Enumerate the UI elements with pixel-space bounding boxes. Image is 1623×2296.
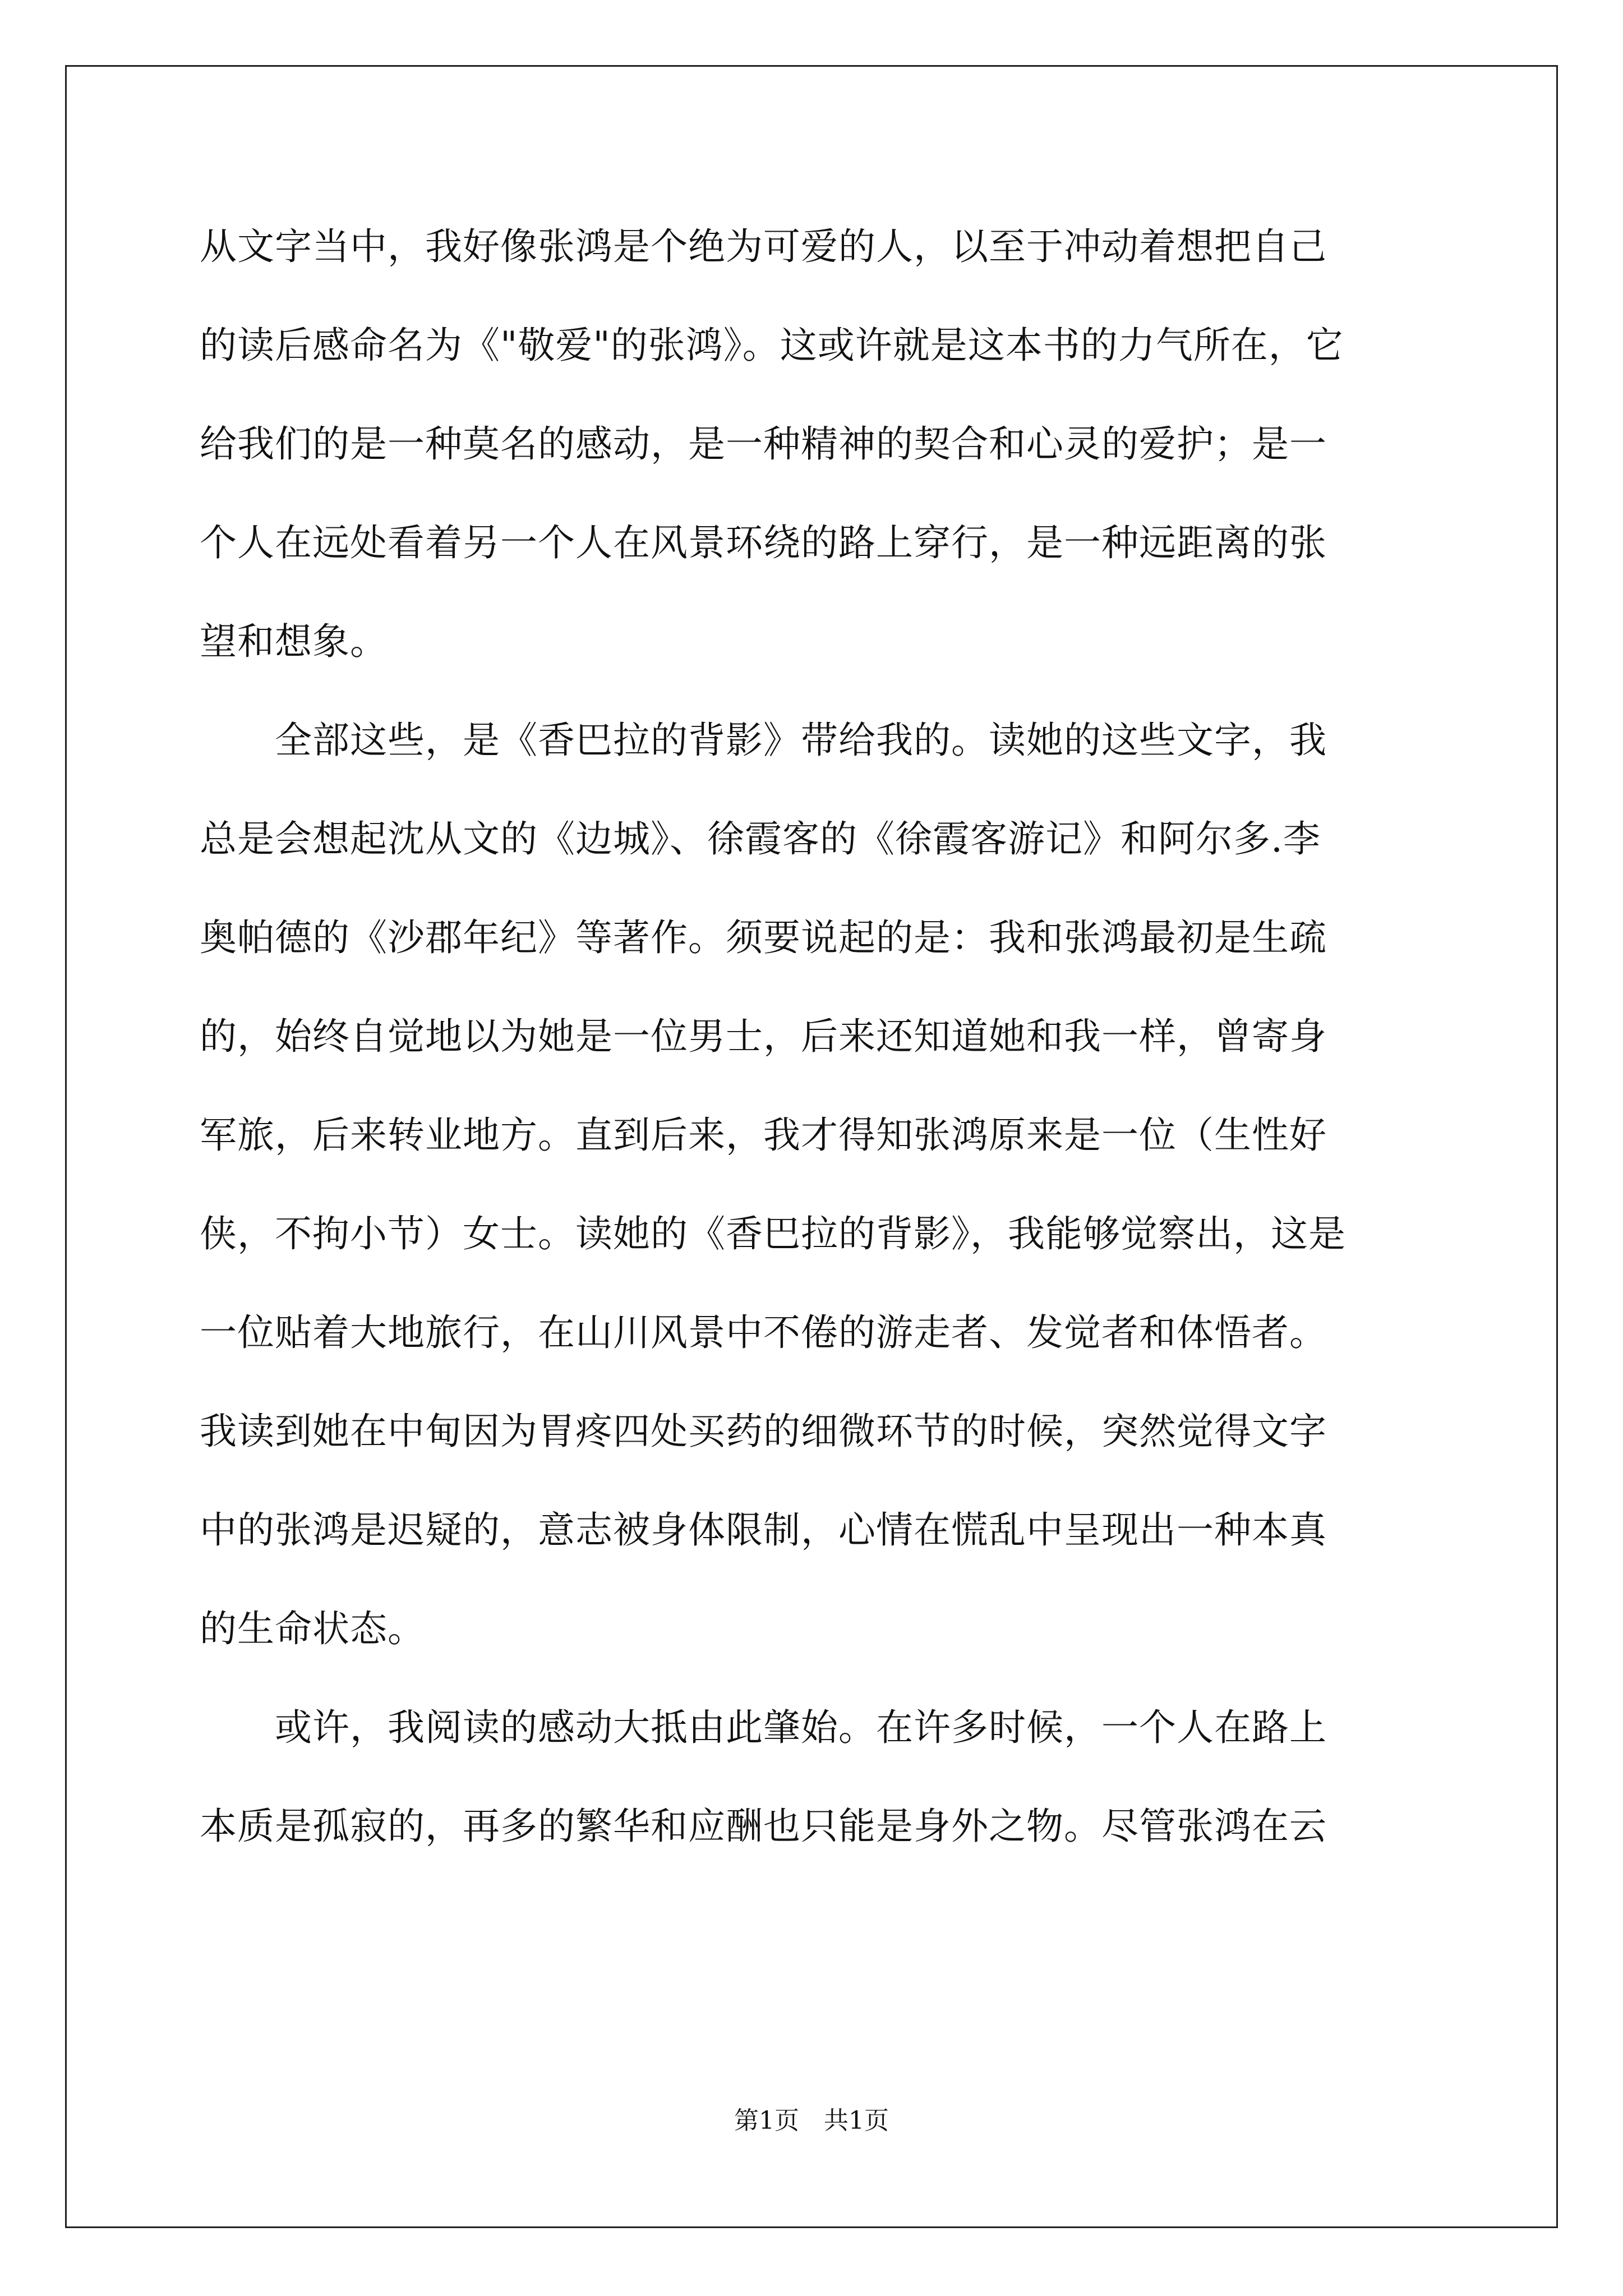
text-line: 或许，我阅读的感动大抵由此肇始。在许多时候，一个人在路上	[200, 1706, 1327, 1749]
text-line: 侠，不拘小节）女士。读她的《香巴拉的背影》，我能够觉察出，这是	[200, 1212, 1346, 1255]
text-line: 个人在远处看着另一个人在风景环绕的路上穿行，是一种远距离的张	[200, 521, 1327, 564]
text-line: 的，始终自觉地以为她是一位男士，后来还知道她和我一样，曾寄身	[200, 1015, 1327, 1058]
text-line: 一位贴着大地旅行，在山川风景中不倦的游走者、发觉者和体悟者。	[200, 1311, 1327, 1354]
text-line: 本质是孤寂的，再多的繁华和应酬也只能是身外之物。尽管张鸿在云	[200, 1805, 1327, 1848]
text-line: 中的张鸿是迟疑的，意志被身体限制，心情在慌乱中呈现出一种本真	[200, 1508, 1327, 1552]
text-line: 给我们的是一种莫名的感动，是一种精神的契合和心灵的爱护；是一	[200, 422, 1327, 466]
text-line: 总是会想起沈从文的《边城》、徐霞客的《徐霞客游记》和阿尔多.李	[200, 817, 1321, 861]
page-footer: 第1页 共1页	[734, 2106, 889, 2135]
text-line: 的读后感命名为《"敬爱"的张鸿》。这或许就是这本书的力气所在，它	[200, 324, 1344, 367]
text-line: 全部这些，是《香巴拉的背影》带给我的。读她的这些文字，我	[200, 719, 1327, 762]
text-line: 望和想象。	[200, 620, 388, 663]
text-line: 的生命状态。	[200, 1607, 425, 1650]
text-line: 奥帕德的《沙郡年纪》等著作。须要说起的是：我和张鸿最初是生疏	[200, 916, 1327, 959]
text-line: 从文字当中，我好像张鸿是个绝为可爱的人，以至于冲动着想把自己	[200, 225, 1327, 268]
text-line: 我读到她在中甸因为胃疼四处买药的细微环节的时候，突然觉得文字	[200, 1410, 1327, 1453]
text-line: 军旅，后来转业地方。直到后来，我才得知张鸿原来是一位（生性好	[200, 1114, 1327, 1157]
